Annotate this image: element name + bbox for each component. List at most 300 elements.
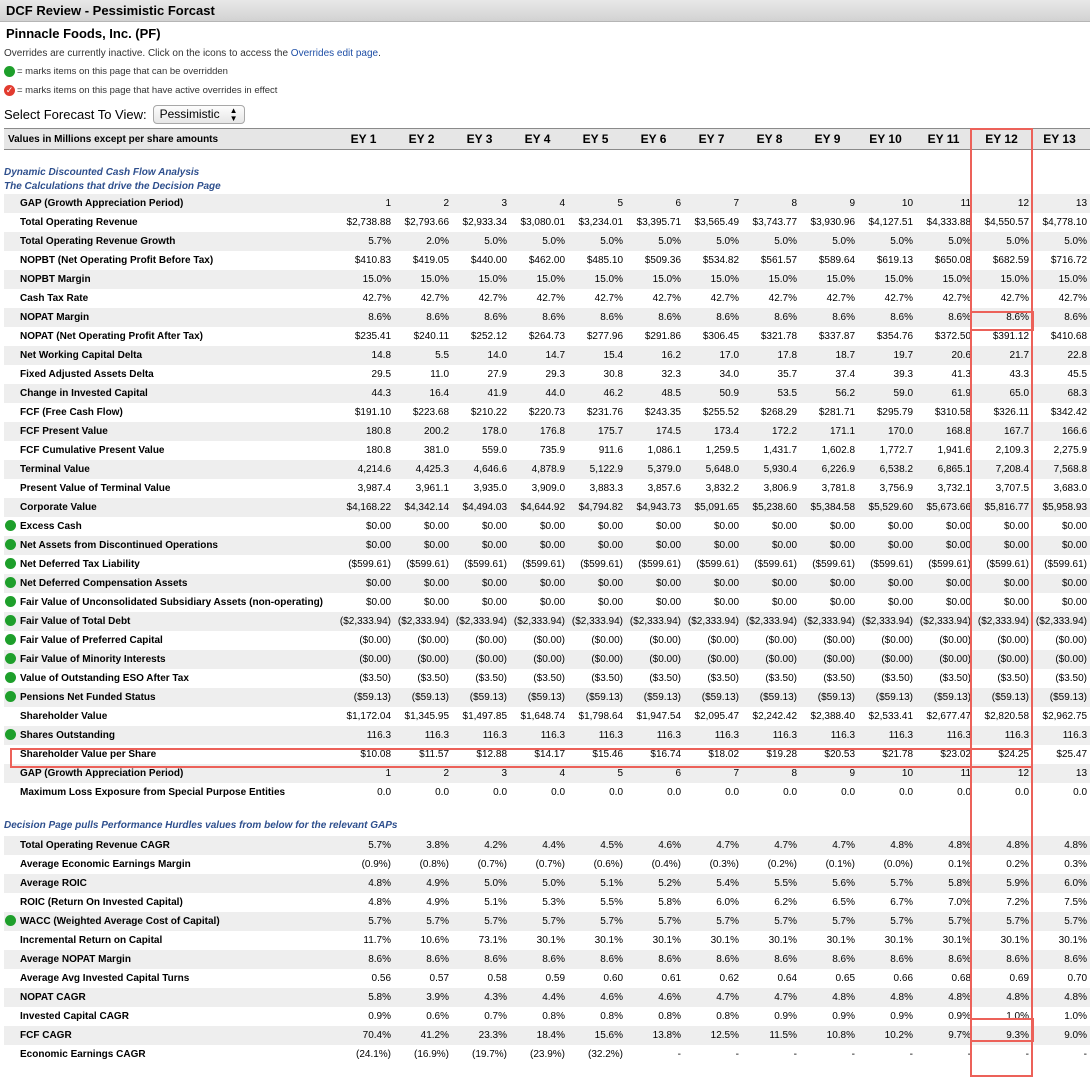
override-green-dot-icon[interactable] xyxy=(5,915,16,926)
cell-ey-10: $295.79 xyxy=(876,407,914,418)
cell-ey-9: 1,602.8 xyxy=(821,445,856,456)
cell-ey-4: $264.73 xyxy=(528,331,566,342)
cell-ey-13: 2,275.9 xyxy=(1053,445,1088,456)
cell-ey-4: ($599.61) xyxy=(522,559,566,570)
cell-ey-2: 3.9% xyxy=(394,988,452,1007)
cell-ey-11: 8.6% xyxy=(916,950,974,969)
override-green-dot-icon[interactable] xyxy=(5,558,16,569)
cell-ey-7: 15.0% xyxy=(684,270,742,289)
cell-ey-10: ($59.13) xyxy=(858,688,916,707)
cell-ey-12: - xyxy=(1025,1049,1030,1060)
cell-ey-3: 8.6% xyxy=(452,308,510,327)
cell-ey-3: 5.0% xyxy=(452,874,510,893)
cell-ey-4: 14.7 xyxy=(510,346,568,365)
cell-ey-13: 68.3 xyxy=(1032,384,1090,403)
cell-ey-6: ($0.00) xyxy=(626,650,684,669)
override-green-dot-icon[interactable] xyxy=(5,729,16,740)
cell-ey-11: $0.00 xyxy=(916,574,974,593)
cell-ey-5: ($599.61) xyxy=(580,559,624,570)
cell-ey-9: 37.4 xyxy=(835,369,856,380)
cell-ey-10: 10 xyxy=(858,194,916,213)
cell-ey-10: (0.0%) xyxy=(883,859,914,870)
cell-ey-11: 1,941.6 xyxy=(937,445,972,456)
cell-ey-2: 41.2% xyxy=(394,1026,452,1045)
row-label: GAP (Growth Appreciation Period) xyxy=(20,194,336,213)
cell-ey-2: $0.00 xyxy=(394,536,452,555)
row-label: Total Operating Revenue Growth xyxy=(20,232,336,251)
cell-ey-9: 4.8% xyxy=(800,988,858,1007)
table-row-average-avg-invested-capital-turns xyxy=(4,969,1090,988)
cell-ey-7: $255.52 xyxy=(702,407,740,418)
cell-ey-4: 4 xyxy=(510,764,568,783)
cell-ey-8: 35.7 xyxy=(777,369,798,380)
cell-ey-7: $534.82 xyxy=(702,255,740,266)
cell-ey-13: ($599.61) xyxy=(1044,559,1088,570)
cell-ey-13: 15.0% xyxy=(1032,270,1090,289)
row-label: Incremental Return on Capital xyxy=(20,935,163,946)
green-dot-icon xyxy=(4,66,15,77)
cell-ey-12: 167.7 xyxy=(974,422,1032,441)
cell-ey-10: 1,772.7 xyxy=(879,445,914,456)
cell-ey-1: $191.10 xyxy=(354,407,392,418)
override-green-dot-icon[interactable] xyxy=(5,539,16,550)
cell-ey-4: 15.0% xyxy=(510,270,568,289)
cell-ey-3: 0.0 xyxy=(493,787,508,798)
override-indicator-cell xyxy=(4,593,20,612)
cell-ey-13: 45.5 xyxy=(1067,369,1088,380)
cell-ey-11: $0.00 xyxy=(945,521,972,532)
cell-ey-9: 30.1% xyxy=(826,935,856,946)
cell-ey-8: $0.00 xyxy=(771,597,798,608)
override-indicator-cell xyxy=(4,612,20,631)
cell-ey-3: 3 xyxy=(452,194,510,213)
cell-ey-10: 6.7% xyxy=(890,897,914,908)
cell-ey-9: 0.9% xyxy=(832,1011,856,1022)
cell-ey-13: $0.00 xyxy=(1032,574,1090,593)
cell-ey-8: 30.1% xyxy=(768,935,798,946)
cell-ey-11: 0.68 xyxy=(951,973,972,984)
row-label: WACC (Weighted Average Cost of Capital) xyxy=(20,912,336,931)
cell-ey-6: 42.7% xyxy=(652,293,682,304)
cell-ey-2: 4.9% xyxy=(394,874,452,893)
cell-ey-11: 20.6 xyxy=(916,346,974,365)
row-label: FCF CAGR xyxy=(20,1026,336,1045)
cell-ey-12: 43.3 xyxy=(1009,369,1030,380)
cell-ey-11: 42.7% xyxy=(942,293,972,304)
cell-ey-1: 70.4% xyxy=(336,1026,394,1045)
cell-ey-10: $5,529.60 xyxy=(858,498,916,517)
cell-ey-13: 9.0% xyxy=(1032,1026,1090,1045)
cell-ey-8: $5,238.60 xyxy=(742,498,800,517)
table-row-incremental-return-on-capital xyxy=(4,931,1090,950)
cell-ey-4: (0.7%) xyxy=(535,859,566,870)
table-row-fixed-adjusted-assets-delta xyxy=(4,365,1090,384)
override-indicator-cell xyxy=(4,479,20,498)
cell-ey-7: $5,091.65 xyxy=(684,498,742,517)
forecast-select[interactable] xyxy=(153,105,245,124)
cell-ey-1: $0.00 xyxy=(336,574,394,593)
cell-ey-6: $0.00 xyxy=(655,597,682,608)
cell-ey-9: ($0.00) xyxy=(823,635,856,646)
cell-ey-6: $509.36 xyxy=(644,255,682,266)
cell-ey-8: 5.7% xyxy=(742,912,800,931)
cell-ey-10: 0.9% xyxy=(890,1011,914,1022)
cell-ey-12: $4,550.57 xyxy=(984,217,1030,228)
cell-ey-6: 8.6% xyxy=(626,950,684,969)
cell-ey-4: $0.00 xyxy=(539,521,566,532)
cell-ey-2: 42.7% xyxy=(420,293,450,304)
cell-ey-5: $0.00 xyxy=(568,574,626,593)
cell-ey-5: 0.8% xyxy=(600,1011,624,1022)
cell-ey-11: 5.7% xyxy=(916,912,974,931)
cell-ey-5: 0.60 xyxy=(603,973,624,984)
cell-ey-4: $462.00 xyxy=(528,255,566,266)
override-green-dot-icon[interactable] xyxy=(5,653,16,664)
override-green-dot-icon[interactable] xyxy=(5,520,16,531)
cell-ey-9: $0.00 xyxy=(800,536,858,555)
cell-ey-11: $310.58 xyxy=(934,407,972,418)
cell-ey-8: $3,743.77 xyxy=(752,217,798,228)
override-indicator-cell xyxy=(4,988,20,1007)
override-indicator-cell xyxy=(4,270,20,289)
cell-ey-8: 8.6% xyxy=(742,308,800,327)
cell-ey-9: 56.2 xyxy=(800,384,858,403)
cell-ey-3: $0.00 xyxy=(452,574,510,593)
cell-ey-12: 12 xyxy=(974,194,1032,213)
col-ey-4: EY 4 xyxy=(510,129,568,150)
cell-ey-5: 5.5% xyxy=(600,897,624,908)
cell-ey-12: 21.7 xyxy=(974,346,1032,365)
cell-ey-6: 3,857.6 xyxy=(647,483,682,494)
override-green-dot-icon[interactable] xyxy=(5,577,16,588)
cell-ey-10: 39.3 xyxy=(893,369,914,380)
section1-title-row xyxy=(4,164,1090,194)
row-label: Fixed Adjusted Assets Delta xyxy=(20,369,154,380)
override-green-dot-icon[interactable] xyxy=(5,596,16,607)
cell-ey-13: $410.68 xyxy=(1050,331,1088,342)
override-green-dot-icon[interactable] xyxy=(5,672,16,683)
cell-ey-1: ($2,333.94) xyxy=(336,612,394,631)
cell-ey-8: $2,242.42 xyxy=(752,711,798,722)
cell-ey-2: 5.7% xyxy=(394,912,452,931)
cell-ey-3: $0.00 xyxy=(481,521,508,532)
cell-ey-5: $15.46 xyxy=(592,749,624,760)
cell-ey-13: $2,962.75 xyxy=(1042,711,1088,722)
override-indicator-cell xyxy=(4,950,20,969)
cell-ey-9: 4.7% xyxy=(800,836,858,855)
cell-ey-13: 5.7% xyxy=(1032,912,1090,931)
section2-title: Decision Page pulls Performance Hurdles values from below for the relevant GAPs xyxy=(4,820,398,831)
cell-ey-1: $10.08 xyxy=(360,749,392,760)
cell-ey-5: ($59.13) xyxy=(568,688,626,707)
override-indicator-cell xyxy=(4,289,20,308)
override-indicator-cell xyxy=(4,422,20,441)
table-row-nopat-net-operating-profit-after-tax xyxy=(4,327,1090,346)
override-indicator-cell xyxy=(4,213,20,232)
cell-ey-7: ($0.00) xyxy=(707,635,740,646)
override-indicator-cell xyxy=(4,308,20,327)
cell-ey-6: 0.61 xyxy=(661,973,682,984)
cell-ey-10: 4.8% xyxy=(858,988,916,1007)
section2-title-row xyxy=(4,816,1090,836)
row-label: NOPAT CAGR xyxy=(20,988,336,1007)
cell-ey-13: 0.3% xyxy=(1064,859,1088,870)
cell-ey-9: $20.53 xyxy=(824,749,856,760)
cell-ey-2: 381.0 xyxy=(423,445,450,456)
cell-ey-12: 0.69 xyxy=(1009,973,1030,984)
cell-ey-11: 41.3 xyxy=(951,369,972,380)
cell-ey-13: 0.0 xyxy=(1073,787,1088,798)
cell-ey-11: 4.8% xyxy=(916,988,974,1007)
cell-ey-10: ($0.00) xyxy=(881,635,914,646)
cell-ey-1: 4.8% xyxy=(368,897,392,908)
cell-ey-1: 3,987.4 xyxy=(357,483,392,494)
cell-ey-7: 17.0 xyxy=(684,346,742,365)
override-green-dot-icon[interactable] xyxy=(5,634,16,645)
table-row-average-roic xyxy=(4,874,1090,893)
cell-ey-6: $3,395.71 xyxy=(636,217,682,228)
override-indicator-cell xyxy=(4,836,20,855)
cell-ey-12: 1.0% xyxy=(1006,1011,1030,1022)
cell-ey-7: ($2,333.94) xyxy=(684,612,742,631)
cell-ey-12: 65.0 xyxy=(974,384,1032,403)
cell-ey-12: 0.0 xyxy=(1015,787,1030,798)
cell-ey-9: 10.8% xyxy=(800,1026,858,1045)
override-green-dot-icon[interactable] xyxy=(5,691,16,702)
cell-ey-8: $0.00 xyxy=(771,521,798,532)
override-indicator-cell xyxy=(4,931,20,950)
table-row-nopat-margin xyxy=(4,308,1090,327)
cell-ey-10: $354.76 xyxy=(876,331,914,342)
cell-ey-5: 46.2 xyxy=(568,384,626,403)
cell-ey-6: $0.00 xyxy=(655,521,682,532)
cell-ey-8: $0.00 xyxy=(742,536,800,555)
cell-ey-3: $0.00 xyxy=(452,536,510,555)
cell-ey-13: 4.8% xyxy=(1032,836,1090,855)
cell-ey-6: 116.3 xyxy=(626,726,684,745)
cell-ey-5: 116.3 xyxy=(568,726,626,745)
row-label: Shareholder Value per Share xyxy=(20,749,157,760)
cell-ey-5: 0.0 xyxy=(609,787,624,798)
cell-ey-12: 4.8% xyxy=(974,988,1032,1007)
cell-ey-9: $281.71 xyxy=(818,407,856,418)
table-row-cash-tax-rate xyxy=(4,289,1090,308)
cell-ey-12: 7,208.4 xyxy=(974,460,1032,479)
cell-ey-4: 42.7% xyxy=(536,293,566,304)
cell-ey-11: $5,673.66 xyxy=(916,498,974,517)
cell-ey-6: 1,086.1 xyxy=(647,445,682,456)
cell-ey-6: $16.74 xyxy=(650,749,682,760)
cell-ey-2: 0.57 xyxy=(429,973,450,984)
cell-ey-7: ($599.61) xyxy=(696,559,740,570)
override-indicator-cell xyxy=(4,384,20,403)
cell-ey-1: 180.8 xyxy=(365,445,392,456)
cell-ey-3: 8.6% xyxy=(452,950,510,969)
cell-ey-4: ($59.13) xyxy=(510,688,568,707)
cell-ey-5: ($3.50) xyxy=(591,673,624,684)
table-row-gap-growth-appreciation-period xyxy=(4,764,1090,783)
cell-ey-8: ($59.13) xyxy=(742,688,800,707)
row-label: Present Value of Terminal Value xyxy=(20,483,171,494)
override-indicator-cell xyxy=(4,764,20,783)
cell-ey-6: 13.8% xyxy=(626,1026,684,1045)
cell-ey-9: 116.3 xyxy=(800,726,858,745)
cell-ey-7: $0.00 xyxy=(713,597,740,608)
cell-ey-8: $321.78 xyxy=(760,331,798,342)
table-row-fair-value-of-total-debt xyxy=(4,612,1090,631)
cell-ey-12: ($2,333.94) xyxy=(974,612,1032,631)
cell-ey-4: $4,644.92 xyxy=(510,498,568,517)
cell-ey-6: $0.00 xyxy=(626,574,684,593)
table-row-average-economic-earnings-margin xyxy=(4,855,1090,874)
cell-ey-5: ($0.00) xyxy=(591,635,624,646)
cell-ey-7: $0.00 xyxy=(684,574,742,593)
cell-ey-5: 5 xyxy=(568,764,626,783)
row-label: NOPBT Margin xyxy=(20,270,336,289)
cell-ey-5: $485.10 xyxy=(586,255,624,266)
cell-ey-8: ($2,333.94) xyxy=(742,612,800,631)
cell-ey-10: - xyxy=(909,1049,914,1060)
cell-ey-10: 19.7 xyxy=(858,346,916,365)
table-row-wacc-weighted-average-cost-of-capital xyxy=(4,912,1090,931)
cell-ey-11: 3,732.1 xyxy=(937,483,972,494)
override-indicator-cell xyxy=(4,555,20,574)
cell-ey-5: 5.7% xyxy=(568,912,626,931)
cell-ey-7: ($3.50) xyxy=(707,673,740,684)
cell-ey-6: - xyxy=(677,1049,682,1060)
cell-ey-6: 6 xyxy=(626,764,684,783)
cell-ey-9: (0.1%) xyxy=(825,859,856,870)
cell-ey-11: 0.1% xyxy=(948,859,972,870)
cell-ey-1: 1 xyxy=(336,194,394,213)
cell-ey-13: - xyxy=(1083,1049,1088,1060)
row-label: Pensions Net Funded Status xyxy=(20,688,336,707)
cell-ey-1: $0.00 xyxy=(336,536,394,555)
cell-ey-8: 3,806.9 xyxy=(763,483,798,494)
cell-ey-11: 5.8% xyxy=(916,874,974,893)
override-indicator-cell xyxy=(4,536,20,555)
cell-ey-2: 116.3 xyxy=(394,726,452,745)
cell-ey-4: 176.8 xyxy=(510,422,568,441)
cell-ey-11: 15.0% xyxy=(916,270,974,289)
cell-ey-5: $3,234.01 xyxy=(578,217,624,228)
cell-ey-6: ($3.50) xyxy=(649,673,682,684)
cell-ey-5: $0.00 xyxy=(568,536,626,555)
cell-ey-7: 8.6% xyxy=(684,308,742,327)
dcf-table xyxy=(4,128,1090,1064)
cell-ey-6: 5.0% xyxy=(626,232,684,251)
cell-ey-6: ($599.61) xyxy=(638,559,682,570)
cell-ey-5: 5.1% xyxy=(568,874,626,893)
cell-ey-2: 2 xyxy=(394,764,452,783)
overrides-edit-link[interactable]: Overrides edit page xyxy=(290,48,379,59)
cell-ey-8: 15.0% xyxy=(742,270,800,289)
spacer-row xyxy=(4,150,1090,165)
cell-ey-9: $0.00 xyxy=(800,574,858,593)
cell-ey-13: $4,778.10 xyxy=(1042,217,1088,228)
cell-ey-1: 5.8% xyxy=(336,988,394,1007)
cell-ey-3: 3 xyxy=(452,764,510,783)
cell-ey-9: 5.0% xyxy=(800,232,858,251)
overrides-note-text: Overrides are currently inactive. Click on the icons to access the xyxy=(4,48,289,59)
cell-ey-7: $306.45 xyxy=(702,331,740,342)
cell-ey-4: 29.3 xyxy=(545,369,566,380)
cell-ey-9: 15.0% xyxy=(800,270,858,289)
cell-ey-5: (0.6%) xyxy=(593,859,624,870)
cell-ey-4: 5.0% xyxy=(510,232,568,251)
cell-ey-6: 5,379.0 xyxy=(626,460,684,479)
table-body xyxy=(4,150,1090,1065)
cell-ey-7: 8.6% xyxy=(684,950,742,969)
table-header-row xyxy=(4,129,1090,150)
cell-ey-7: ($59.13) xyxy=(684,688,742,707)
cell-ey-2: $240.11 xyxy=(413,331,450,342)
override-green-dot-icon[interactable] xyxy=(5,615,16,626)
cell-ey-8: 6.2% xyxy=(774,897,798,908)
cell-ey-5: $277.96 xyxy=(586,331,624,342)
table-row-invested-capital-cagr xyxy=(4,1007,1090,1026)
forecast-label: Select Forecast To View: xyxy=(4,107,147,122)
cell-ey-12: $2,820.58 xyxy=(984,711,1030,722)
cell-ey-1: ($3.50) xyxy=(359,673,392,684)
cell-ey-8: 42.7% xyxy=(768,293,798,304)
cell-ey-12: 5.7% xyxy=(974,912,1032,931)
cell-ey-7: ($0.00) xyxy=(684,650,742,669)
cell-ey-4: 4 xyxy=(510,194,568,213)
cell-ey-12: 0.2% xyxy=(1006,859,1030,870)
cell-ey-3: 15.0% xyxy=(452,270,510,289)
cell-ey-8: 0.64 xyxy=(777,973,798,984)
cell-ey-13: ($0.00) xyxy=(1055,635,1088,646)
cell-ey-4: ($2,333.94) xyxy=(510,612,568,631)
cell-ey-4: $14.17 xyxy=(534,749,566,760)
overrides-note xyxy=(4,48,381,59)
cell-ey-8: 8.6% xyxy=(742,950,800,969)
cell-ey-8: $19.28 xyxy=(766,749,798,760)
cell-ey-1: $0.00 xyxy=(365,597,392,608)
cell-ey-8: $268.29 xyxy=(760,407,798,418)
cell-ey-6: 4.6% xyxy=(626,988,684,1007)
row-label: Value of Outstanding ESO After Tax xyxy=(20,673,189,684)
cell-ey-13: 7.5% xyxy=(1064,897,1088,908)
cell-ey-7: $0.00 xyxy=(713,521,740,532)
col-ey-5: EY 5 xyxy=(568,129,626,150)
table-row-pensions-net-funded-status xyxy=(4,688,1090,707)
cell-ey-11: 9.7% xyxy=(916,1026,974,1045)
table-row-fair-value-of-preferred-capital xyxy=(4,631,1090,650)
cell-ey-12: 3,707.5 xyxy=(995,483,1030,494)
cell-ey-5: 15.6% xyxy=(568,1026,626,1045)
cell-ey-3: $2,933.34 xyxy=(462,217,508,228)
cell-ey-4: $0.00 xyxy=(510,574,568,593)
cell-ey-13: $0.00 xyxy=(1061,521,1088,532)
cell-ey-1: 0.9% xyxy=(368,1011,392,1022)
table-row-fcf-present-value xyxy=(4,422,1090,441)
row-label: Net Assets from Discontinued Operations xyxy=(20,536,336,555)
cell-ey-3: ($2,333.94) xyxy=(452,612,510,631)
cell-ey-13: 42.7% xyxy=(1058,293,1088,304)
row-label: Total Operating Revenue xyxy=(20,217,138,228)
cell-ey-3: 4.3% xyxy=(452,988,510,1007)
table-row-roic-return-on-invested-capital xyxy=(4,893,1090,912)
cell-ey-6: 16.2 xyxy=(626,346,684,365)
cell-ey-8: ($0.00) xyxy=(765,635,798,646)
row-label: Fair Value of Unconsolidated Subsidiary Assets (non-operating) xyxy=(20,597,324,608)
up-down-chevron-icon: ▲ ▼ xyxy=(229,105,238,123)
cell-ey-10: 3,756.9 xyxy=(879,483,914,494)
cell-ey-4: 116.3 xyxy=(510,726,568,745)
cell-ey-6: 30.1% xyxy=(652,935,682,946)
